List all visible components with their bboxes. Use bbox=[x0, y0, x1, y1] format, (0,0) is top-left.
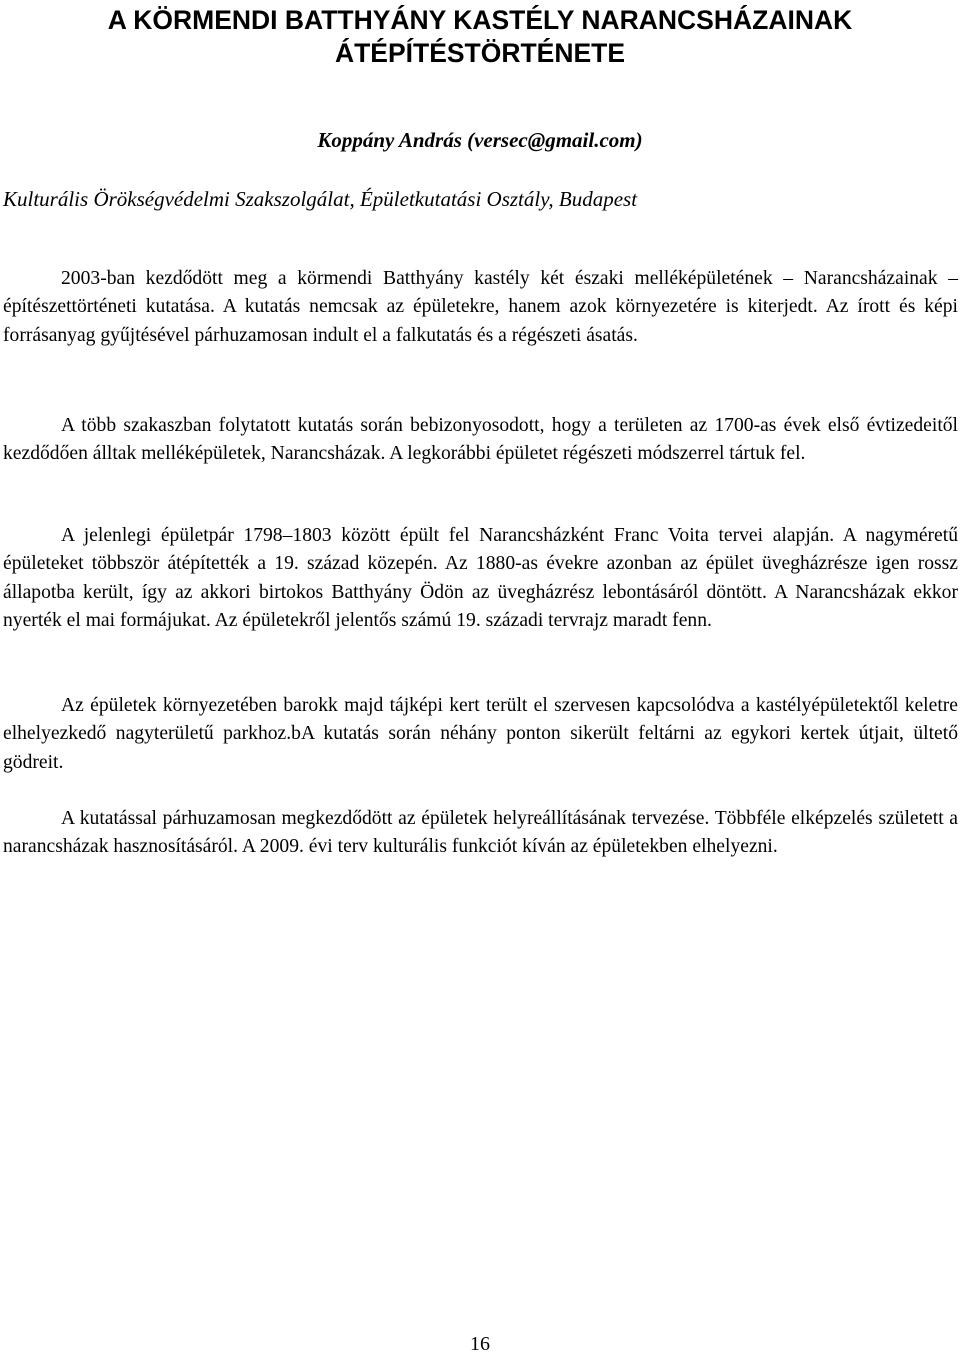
affiliation-line: Kulturális Örökségvédelmi Szakszolgálat, Épületkutatási Osztály, Budapest bbox=[3, 187, 638, 211]
page-title bbox=[0, 4, 960, 70]
page-number: 16 bbox=[470, 1333, 490, 1355]
title-line-2: ÁTÉPÍTÉSTÖRTÉNETE bbox=[334, 38, 626, 68]
title-line-1: A KÖRMENDI BATTHYÁNY KASTÉLY NARANCSHÁZAINAK bbox=[107, 5, 853, 35]
body-paragraph-3: A jelenlegi épületpár 1798–1803 között épült fel Narancsházként Franc Voita tervei alapján. A nagyméretű épületeket többször átépítették a 19. század közepén. Az 1880-as évekre azonban az épület üvegházrésze igen rossz állapotba került, így az akkori birtokos Batthyány Ödön az üvegházrész lebontásáról döntött. A Narancsházak ekkor nyerték el mai formájukat. Az épületekről jelentős számú 19. századi tervrajz maradt fenn. bbox=[3, 525, 958, 632]
body-paragraph-5: A kutatással párhuzamosan megkezdődött az épületek helyreállításának tervezése. Többféle elképzelés született a narancsházak hasznosításáról. A 2009. évi terv kulturális funkciót kíván az épületekben elhelyezni. bbox=[3, 808, 958, 858]
body-paragraph-4: Az épületek környezetében barokk majd tájképi kert terült el szervesen kapcsolódva a kastélyépületektől keletre elhelyezkedő nagyterületű parkhoz.bA kutatás során néhány ponton sikerült feltárni az egykori kertek útjait, ültető gödreit. bbox=[3, 695, 958, 773]
body-paragraph-2: A több szakaszban folytatott kutatás során bebizonyosodott, hogy a területen az 1700-as évek első évtizedeitől kezdődően álltak melléképületek, Narancsházak. A legkorábbi épületet régészeti módszerrel tártuk fel. bbox=[3, 415, 958, 465]
author-line: Koppány András (versec@gmail.com) bbox=[317, 128, 643, 152]
body-paragraph-1: 2003-ban kezdődött meg a körmendi Batthyány kastély két északi melléképületének – Narancsházainak – építészettörténeti kutatása. A kutatás nemcsak az épületekre, hanem azok környezetére is kiterjedt. Az írott és képi forrásanyag gyűjtésével párhuzamosan indult el a falkutatás és a régészeti ásatás. bbox=[3, 268, 958, 346]
